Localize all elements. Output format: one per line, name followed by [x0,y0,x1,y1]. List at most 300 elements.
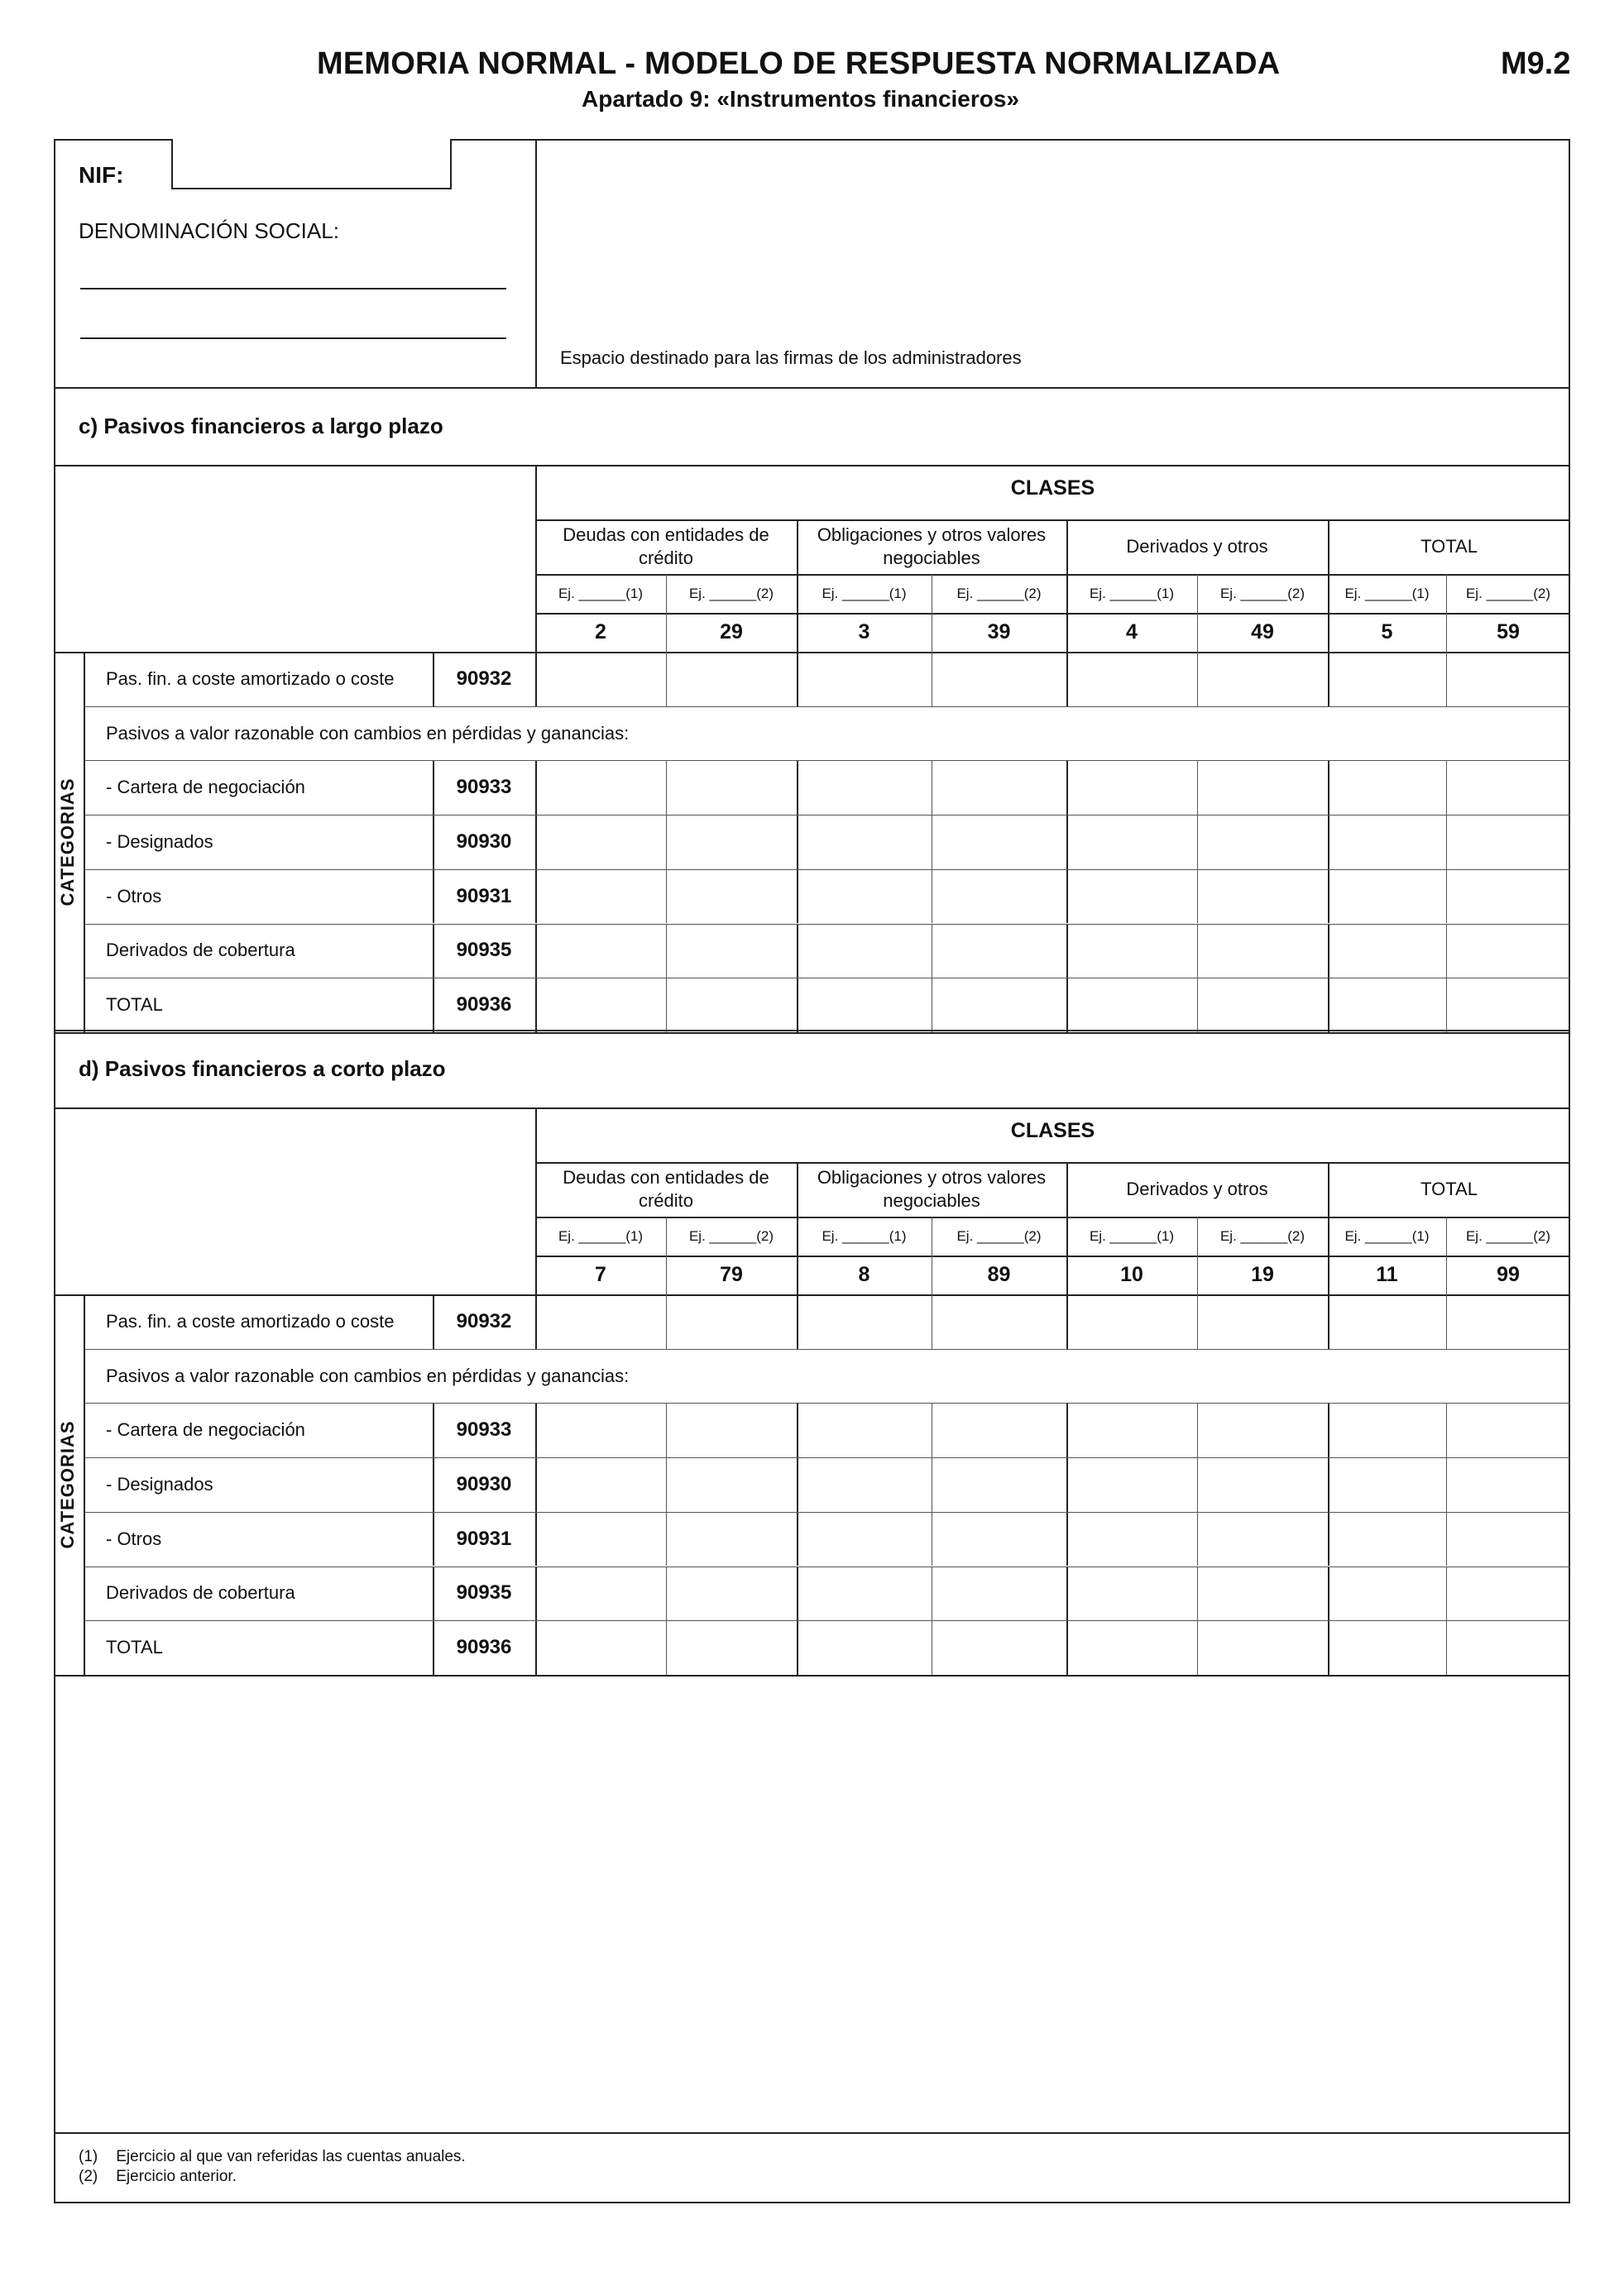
data-cell-corto-5-4[interactable] [1066,1567,1197,1621]
data-cell-corto-2-5[interactable] [1197,1403,1328,1457]
data-cell-largo-4-3[interactable] [932,869,1066,924]
data-cell-corto-4-7[interactable] [1446,1512,1570,1567]
ej-col-divider-largo-5 [1197,574,1198,652]
cell-divider-largo-4-5 [1197,869,1198,924]
code-col-divider-corto-0 [433,1294,434,1349]
cell-divider-corto-0-1 [666,1294,667,1349]
data-cell-largo-4-0[interactable] [535,869,666,924]
column-code-corto-4: 10 [1120,1263,1143,1286]
cell-divider-largo-2-6 [1328,760,1329,815]
ejercicio-header-corto-6: Ej. ______(1) [1344,1227,1430,1244]
column-code-corto-3: 89 [987,1263,1011,1286]
row-label-corto-6: TOTAL [106,1637,163,1658]
data-cell-largo-0-3[interactable] [932,652,1066,706]
cell-divider-corto-3-1 [666,1457,667,1512]
data-cell-largo-6-1[interactable] [666,978,797,1032]
cell-divider-largo-0-2 [797,652,798,706]
data-cell-corto-5-1[interactable] [666,1567,797,1621]
data-cell-corto-2-7[interactable] [1446,1403,1570,1457]
cell-divider-corto-4-0 [535,1512,537,1567]
cell-divider-corto-3-2 [797,1457,798,1512]
column-code-largo-0: 2 [595,620,606,643]
ejercicio-header-largo-2: Ej. ______(1) [822,585,907,601]
row-label-corto-1: Pasivos a valor razonable con cambios en pérdidas y ganancias: [106,1365,630,1386]
cell-divider-largo-4-4 [1066,869,1068,924]
cell-divider-corto-2-6 [1328,1403,1329,1457]
denominacion-social-label: DENOMINACIÓN SOCIAL: [79,218,339,243]
class-group-header-largo-3: TOTAL [1420,536,1478,557]
data-cell-corto-5-7[interactable] [1446,1567,1570,1621]
cell-divider-corto-3-7 [1446,1457,1447,1512]
column-code-largo-3: 39 [987,620,1011,643]
data-cell-corto-3-6[interactable] [1328,1457,1446,1512]
cell-divider-corto-6-7 [1446,1620,1447,1675]
clases-header-largo: CLASES [1010,476,1095,500]
cell-divider-largo-0-5 [1197,652,1198,706]
cell-divider-corto-3-6 [1328,1457,1329,1512]
nif-input-box[interactable] [171,139,452,189]
cell-divider-largo-3-4 [1066,815,1068,869]
cell-divider-corto-2-1 [666,1403,667,1457]
cell-divider-largo-6-2 [797,978,798,1032]
cell-divider-largo-3-0 [535,815,537,869]
data-cell-largo-2-4[interactable] [1066,760,1197,815]
data-cell-corto-2-6[interactable] [1328,1403,1446,1457]
code-col-divider-corto-4 [433,1512,434,1567]
notes-divider [54,2132,1570,2134]
cell-divider-corto-5-7 [1446,1567,1447,1621]
group-divider-largo-4 [1066,519,1068,652]
cell-divider-largo-2-0 [535,760,537,815]
data-cell-corto-0-0[interactable] [535,1294,666,1349]
cell-divider-largo-2-5 [1197,760,1198,815]
data-cell-corto-6-5[interactable] [1197,1620,1328,1675]
row-divider-largo-2 [84,760,1570,761]
class-group-header-corto-1: Obligaciones y otros valores negociables [817,1167,1047,1211]
cell-divider-corto-6-2 [797,1620,798,1675]
section-corto-header-border [54,1107,1570,1109]
row-label-corto-3: - Designados [106,1473,213,1495]
class-group-header-largo-2: Derivados y otros [1126,536,1268,557]
data-cell-corto-2-0[interactable] [535,1403,666,1457]
column-code-largo-4: 4 [1126,620,1138,643]
denominacion-line-1[interactable] [80,288,506,289]
data-cell-largo-0-1[interactable] [666,652,797,706]
data-cell-corto-5-5[interactable] [1197,1567,1328,1621]
data-cell-corto-2-1[interactable] [666,1403,797,1457]
row-label-largo-0: Pas. fin. a coste amortizado o coste [106,667,395,689]
section-title-corto: d) Pasivos financieros a corto plazo [79,1056,446,1081]
data-cell-largo-3-4[interactable] [1066,815,1197,869]
data-cell-corto-4-2[interactable] [797,1512,932,1567]
row-label-corto-5: Derivados de cobertura [106,1582,295,1604]
cell-divider-largo-2-1 [666,760,667,815]
footnote-1-num: (1) [79,2148,98,2165]
cell-divider-corto-6-6 [1328,1620,1329,1675]
cell-divider-corto-0-5 [1197,1294,1198,1349]
data-cell-corto-3-1[interactable] [666,1457,797,1512]
class-group-header-corto-2: Derivados y otros [1126,1179,1268,1199]
cell-divider-corto-0-2 [797,1294,798,1349]
cell-divider-largo-6-7 [1446,978,1447,1032]
cell-divider-largo-2-2 [797,760,798,815]
data-cell-largo-6-6[interactable] [1328,978,1446,1032]
footnote-2 [79,2167,466,2187]
cell-divider-largo-0-4 [1066,652,1068,706]
firmas-divider [535,139,537,387]
row-code-largo-3: 90930 [456,830,512,853]
data-cell-largo-6-5[interactable] [1197,978,1328,1032]
data-cell-largo-4-6[interactable] [1328,869,1446,924]
data-cell-largo-3-1[interactable] [666,815,797,869]
cell-divider-largo-3-6 [1328,815,1329,869]
column-code-largo-1: 29 [720,620,743,643]
data-cell-largo-5-3[interactable] [932,924,1066,978]
data-cell-largo-2-5[interactable] [1197,760,1328,815]
row-divider-largo-4 [84,869,1570,870]
data-cell-largo-2-6[interactable] [1328,760,1446,815]
column-code-corto-1: 79 [720,1263,743,1286]
data-cell-corto-4-0[interactable] [535,1512,666,1567]
denominacion-line-2[interactable] [80,337,506,339]
cell-divider-corto-2-2 [797,1403,798,1457]
data-cell-largo-0-7[interactable] [1446,652,1570,706]
code-col-divider-corto-2 [433,1403,434,1457]
cell-divider-corto-3-5 [1197,1457,1198,1512]
cell-divider-largo-3-7 [1446,815,1447,869]
group-divider-corto-0 [535,1162,537,1294]
cell-divider-corto-0-6 [1328,1294,1329,1349]
data-cell-largo-5-0[interactable] [535,924,666,978]
ej-col-divider-corto-7 [1446,1217,1447,1294]
cell-divider-largo-6-4 [1066,978,1068,1032]
cell-divider-largo-6-5 [1197,978,1198,1032]
column-code-corto-6: 11 [1376,1263,1398,1286]
firmas-caption: Espacio destinado para las firmas de los administradores [560,347,1022,368]
row-code-largo-2: 90933 [456,776,512,799]
data-cell-largo-6-2[interactable] [797,978,932,1032]
group-divider-corto-4 [1066,1162,1068,1294]
categorias-divider-largo [84,652,85,1032]
cell-divider-corto-4-4 [1066,1512,1068,1567]
group-divider-corto-6 [1328,1162,1329,1294]
data-cell-corto-4-6[interactable] [1328,1512,1446,1567]
group-divider-largo-6 [1328,519,1329,652]
column-code-corto-7: 99 [1497,1263,1520,1286]
code-col-divider-largo-2 [433,760,434,815]
data-cell-corto-3-3[interactable] [932,1457,1066,1512]
cell-divider-corto-5-2 [797,1567,798,1621]
data-cell-corto-3-5[interactable] [1197,1457,1328,1512]
row-label-largo-1: Pasivos a valor razonable con cambios en pérdidas y ganancias: [106,722,630,744]
cell-divider-corto-5-5 [1197,1567,1198,1621]
column-code-largo-6: 5 [1381,620,1393,643]
cell-divider-corto-4-5 [1197,1512,1198,1567]
cell-divider-largo-2-4 [1066,760,1068,815]
cell-divider-corto-6-1 [666,1620,667,1675]
row-code-corto-6: 90936 [456,1636,512,1659]
data-cell-largo-2-7[interactable] [1446,760,1570,815]
data-cell-corto-5-2[interactable] [797,1567,932,1621]
group-divider-largo-0 [535,519,537,652]
form-title: MEMORIA NORMAL - MODELO DE RESPUESTA NORMALIZADA [317,46,1281,81]
cell-divider-largo-5-1 [666,924,667,978]
row-code-largo-4: 90931 [456,884,512,907]
data-cell-corto-6-3[interactable] [932,1620,1066,1675]
row-divider-corto-1 [84,1349,1570,1350]
cell-divider-largo-4-0 [535,869,537,924]
footnote-2-num: (2) [79,2168,98,2185]
row-label-largo-5: Derivados de cobertura [106,940,295,961]
data-cell-largo-5-7[interactable] [1446,924,1570,978]
code-col-divider-largo-0 [433,652,434,706]
form-subtitle: Apartado 9: «Instrumentos financieros» [582,86,1020,112]
column-code-corto-0: 7 [595,1263,606,1286]
cell-divider-largo-3-5 [1197,815,1198,869]
cell-divider-corto-3-0 [535,1457,537,1512]
data-cell-largo-0-2[interactable] [797,652,932,706]
data-cell-corto-0-6[interactable] [1328,1294,1446,1349]
data-cell-corto-2-4[interactable] [1066,1403,1197,1457]
data-cell-corto-5-3[interactable] [932,1567,1066,1621]
cell-divider-corto-4-7 [1446,1512,1447,1567]
data-cell-largo-3-0[interactable] [535,815,666,869]
data-cell-corto-2-3[interactable] [932,1403,1066,1457]
cell-divider-largo-5-6 [1328,924,1329,978]
ejercicio-header-corto-1: Ej. ______(2) [688,1227,774,1244]
categorias-divider-corto [84,1294,85,1675]
row-code-corto-3: 90930 [456,1472,512,1495]
class-group-header-largo-0: Deudas con entidades de crédito [563,524,769,568]
cell-divider-largo-5-5 [1197,924,1198,978]
footnotes [79,2147,466,2187]
footnote-1-text: Ejercicio al que van referidas las cuentas anuales. [116,2148,466,2165]
section-corto-top-border [54,1030,1570,1031]
ejercicio-header-corto-5: Ej. ______(2) [1219,1227,1305,1244]
row-divider-largo-3 [84,815,1570,816]
data-cell-corto-3-2[interactable] [797,1457,932,1512]
data-cell-largo-4-2[interactable] [797,869,932,924]
data-cell-corto-6-1[interactable] [666,1620,797,1675]
section-largo-top-border [54,387,1570,389]
cell-divider-largo-6-1 [666,978,667,1032]
ejercicio-header-corto-3: Ej. ______(2) [956,1227,1042,1244]
data-cell-largo-3-6[interactable] [1328,815,1446,869]
cell-divider-corto-5-6 [1328,1567,1329,1621]
data-cell-largo-2-1[interactable] [666,760,797,815]
ejercicio-header-largo-4: Ej. ______(1) [1089,585,1175,601]
data-cell-corto-6-0[interactable] [535,1620,666,1675]
cell-divider-largo-4-6 [1328,869,1329,924]
data-cell-largo-2-2[interactable] [797,760,932,815]
data-cell-largo-3-7[interactable] [1446,815,1570,869]
data-cell-largo-5-6[interactable] [1328,924,1446,978]
data-cell-largo-4-5[interactable] [1197,869,1328,924]
class-group-header-largo-1: Obligaciones y otros valores negociables [817,524,1047,568]
data-cell-largo-4-4[interactable] [1066,869,1197,924]
column-code-largo-5: 49 [1251,620,1274,643]
data-cell-largo-0-5[interactable] [1197,652,1328,706]
cell-divider-corto-6-0 [535,1620,537,1675]
cell-divider-largo-5-4 [1066,924,1068,978]
data-cell-corto-6-6[interactable] [1328,1620,1446,1675]
row-label-corto-2: - Cartera de negociación [106,1419,305,1441]
cell-divider-largo-4-1 [666,869,667,924]
cell-divider-corto-2-7 [1446,1403,1447,1457]
row-divider-corto-6 [84,1620,1570,1621]
cell-divider-largo-3-2 [797,815,798,869]
data-cell-largo-3-5[interactable] [1197,815,1328,869]
ejercicio-header-largo-6: Ej. ______(1) [1344,585,1430,601]
data-cell-corto-4-3[interactable] [932,1512,1066,1567]
data-cell-largo-5-4[interactable] [1066,924,1197,978]
row-label-largo-6: TOTAL [106,994,163,1016]
code-col-divider-largo-3 [433,815,434,869]
data-cell-largo-3-3[interactable] [932,815,1066,869]
cell-divider-corto-5-1 [666,1567,667,1621]
cell-divider-corto-4-1 [666,1512,667,1567]
data-cell-corto-0-2[interactable] [797,1294,932,1349]
class-group-header-corto-0: Deudas con entidades de crédito [563,1167,769,1211]
data-cell-corto-6-4[interactable] [1066,1620,1197,1675]
row-divider-corto-3 [84,1457,1570,1458]
data-cell-largo-4-7[interactable] [1446,869,1570,924]
data-cell-largo-5-2[interactable] [797,924,932,978]
row-code-largo-6: 90936 [456,993,512,1016]
cell-divider-largo-0-6 [1328,652,1329,706]
data-cell-largo-6-0[interactable] [535,978,666,1032]
row-divider-largo-1 [84,706,1570,707]
section-largo-header-border [54,465,1570,466]
cell-divider-largo-4-2 [797,869,798,924]
data-cell-corto-0-3[interactable] [932,1294,1066,1349]
row-code-corto-0: 90932 [456,1309,512,1332]
cell-divider-largo-6-0 [535,978,537,1032]
ejercicio-header-largo-3: Ej. ______(2) [956,585,1042,601]
data-cell-corto-0-7[interactable] [1446,1294,1570,1349]
row-label-largo-2: - Cartera de negociación [106,777,305,798]
cell-divider-corto-0-0 [535,1294,537,1349]
row-code-largo-0: 90932 [456,667,512,690]
row-code-corto-2: 90933 [456,1418,512,1442]
data-cell-corto-4-4[interactable] [1066,1512,1197,1567]
cell-divider-largo-4-7 [1446,869,1447,924]
data-cell-corto-4-1[interactable] [666,1512,797,1567]
cell-divider-corto-5-4 [1066,1567,1068,1621]
data-cell-corto-6-2[interactable] [797,1620,932,1675]
footnote-1 [79,2147,466,2167]
categorias-label-largo: CATEGORIAS [57,777,79,906]
cell-divider-corto-0-4 [1066,1294,1068,1349]
code-col-divider-largo-4 [433,869,434,924]
cell-divider-largo-0-7 [1446,652,1447,706]
cell-divider-corto-2-4 [1066,1403,1068,1457]
cell-divider-corto-3-4 [1066,1457,1068,1512]
row-divider-corto-4 [84,1512,1570,1513]
data-cell-corto-4-5[interactable] [1197,1512,1328,1567]
row-label-corto-0: Pas. fin. a coste amortizado o coste [106,1310,395,1332]
group-divider-corto-2 [797,1162,798,1294]
cell-divider-largo-3-1 [666,815,667,869]
ejercicio-header-largo-1: Ej. ______(2) [688,585,774,601]
code-col-divider-corto-5 [433,1567,434,1621]
cell-divider-corto-4-6 [1328,1512,1329,1567]
ej-col-divider-largo-1 [666,574,667,652]
column-code-largo-7: 59 [1497,620,1520,643]
data-cell-largo-4-1[interactable] [666,869,797,924]
cell-divider-corto-2-5 [1197,1403,1198,1457]
column-code-corto-5: 19 [1251,1263,1274,1286]
data-cell-largo-0-0[interactable] [535,652,666,706]
data-cell-corto-5-6[interactable] [1328,1567,1446,1621]
ejercicio-header-largo-0: Ej. ______(1) [558,585,644,601]
ejercicio-header-corto-2: Ej. ______(1) [822,1227,907,1244]
data-cell-largo-2-3[interactable] [932,760,1066,815]
ejercicio-header-corto-0: Ej. ______(1) [558,1227,644,1244]
class-group-header-corto-3: TOTAL [1420,1179,1478,1199]
cell-divider-largo-6-6 [1328,978,1329,1032]
ej-col-divider-corto-5 [1197,1217,1198,1294]
data-cell-corto-0-1[interactable] [666,1294,797,1349]
data-cell-largo-6-4[interactable] [1066,978,1197,1032]
categorias-label-corto: CATEGORIAS [57,1420,79,1549]
cell-divider-largo-0-0 [535,652,537,706]
data-cell-largo-6-3[interactable] [932,978,1066,1032]
row-code-largo-5: 90935 [456,939,512,962]
data-cell-largo-5-1[interactable] [666,924,797,978]
cell-divider-corto-0-7 [1446,1294,1447,1349]
data-cell-largo-3-2[interactable] [797,815,932,869]
data-cell-largo-6-7[interactable] [1446,978,1570,1032]
form-code: M9.2 [1501,46,1571,81]
ejercicio-header-corto-4: Ej. ______(1) [1089,1227,1175,1244]
row-divider-largo-5 [84,924,1570,925]
cell-divider-largo-2-7 [1446,760,1447,815]
row-label-largo-4: - Otros [106,885,162,906]
ejercicio-header-largo-7: Ej. ______(2) [1465,585,1551,601]
data-cell-corto-5-0[interactable] [535,1567,666,1621]
code-col-divider-corto-6 [433,1620,434,1675]
clases-header-corto: CLASES [1010,1119,1095,1142]
nif-label: NIF: [79,162,124,188]
data-cell-corto-3-4[interactable] [1066,1457,1197,1512]
cell-divider-largo-5-0 [535,924,537,978]
section-title-largo: c) Pasivos financieros a largo plazo [79,414,443,438]
ej-col-divider-corto-1 [666,1217,667,1294]
row-label-largo-3: - Designados [106,830,213,852]
data-cell-corto-0-5[interactable] [1197,1294,1328,1349]
data-cell-corto-6-7[interactable] [1446,1620,1570,1675]
data-cell-corto-3-7[interactable] [1446,1457,1570,1512]
ejercicio-header-corto-7: Ej. ______(2) [1465,1227,1551,1244]
footnote-2-text: Ejercicio anterior. [116,2168,237,2185]
data-cell-largo-0-4[interactable] [1066,652,1197,706]
cell-divider-largo-5-2 [797,924,798,978]
row-code-corto-5: 90935 [456,1581,512,1605]
cell-divider-corto-4-2 [797,1512,798,1567]
data-cell-corto-2-2[interactable] [797,1403,932,1457]
cell-divider-largo-0-1 [666,652,667,706]
data-cell-corto-3-0[interactable] [535,1457,666,1512]
data-cell-corto-0-4[interactable] [1066,1294,1197,1349]
cell-divider-corto-2-0 [535,1403,537,1457]
data-cell-largo-5-5[interactable] [1197,924,1328,978]
code-col-divider-largo-6 [433,978,434,1032]
row-label-corto-4: - Otros [106,1528,162,1549]
data-cell-largo-2-0[interactable] [535,760,666,815]
row-code-corto-4: 90931 [456,1527,512,1550]
data-cell-largo-0-6[interactable] [1328,652,1446,706]
